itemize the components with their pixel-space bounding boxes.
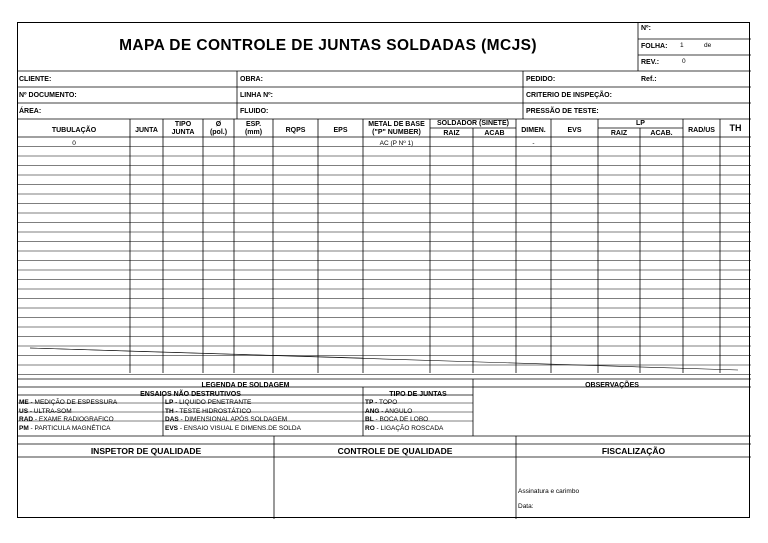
- row1-tubulacao: 0: [72, 140, 76, 147]
- legend-text: - TESTE HIDROSTÁTICO: [173, 407, 252, 415]
- ensaios-title: ENSAIOS NÃO DESTRUTIVOS: [140, 391, 241, 398]
- legend-code: TP: [365, 399, 374, 406]
- legend-text: - LIQUIDO PENETRANTE: [173, 399, 252, 406]
- obra-label: OBRA:: [240, 76, 263, 83]
- legend-code: PM: [19, 424, 29, 432]
- col-dimen: DIMEN.: [521, 127, 546, 134]
- col-soldador: SOLDADOR (SINETE): [437, 120, 509, 127]
- controle-title: CONTROLE DE QUALIDADE: [337, 446, 453, 456]
- legend-entry: [365, 425, 443, 433]
- legend-entry: [365, 408, 412, 416]
- legend-entry: [19, 408, 72, 416]
- pedido-label: PEDIDO:: [526, 76, 556, 83]
- col-junta: JUNTA: [135, 127, 158, 134]
- rev-value: 0: [682, 58, 686, 65]
- legend-entry: [365, 399, 397, 407]
- legend-code: LP: [165, 399, 174, 406]
- col-lp: LP: [636, 120, 645, 127]
- legend-entry: [19, 416, 114, 424]
- legend-code: ME: [19, 399, 29, 406]
- legend-text: - MEDIÇÃO DE ESPESSURA: [28, 399, 118, 406]
- col-tubulacao: TUBULAÇÃO: [51, 127, 97, 134]
- col-metal-base-2: ("P" NUMBER): [372, 129, 421, 136]
- legend-text: - DIMENSIONAL APÓS SOLDAGEM: [178, 416, 288, 424]
- col-metal-base-1: METAL DE BASE: [368, 121, 425, 128]
- col-lp-raiz: RAIZ: [610, 130, 628, 137]
- col-th: TH: [729, 123, 742, 133]
- folha-de: de: [704, 42, 712, 49]
- col-rad-us: RAD/US: [688, 127, 715, 134]
- folha-value: 1: [680, 42, 684, 49]
- rev-label: REV.:: [641, 59, 660, 66]
- fiscalizacao-title: FISCALIZAÇÃO: [601, 446, 666, 456]
- pressao-label: PRESSÃO DE TESTE:: [526, 108, 599, 115]
- legend-text: - LIGAÇÃO ROSCADA: [374, 424, 444, 432]
- legend-text: - PARTICULA MAGNÉTICA: [28, 424, 111, 432]
- row1-metal: AC (P Nº 1): [379, 140, 414, 147]
- legend-text: - TOPO: [373, 399, 398, 406]
- legend-entry: [165, 416, 287, 424]
- legend-code: RAD: [19, 416, 34, 424]
- legend-entry: [165, 399, 251, 407]
- legend-text: - EXAME RADIOGRAFICO: [33, 416, 114, 424]
- numero-label: Nº:: [641, 25, 651, 32]
- documento-label: Nº DOCUMENTO:: [19, 92, 77, 99]
- linha-label: LINHA Nº:: [240, 92, 274, 99]
- legend-entry: [19, 425, 111, 433]
- col-espessura-1: ESP.: [245, 121, 262, 128]
- legend-code: US: [19, 407, 29, 415]
- col-diametro-2: (pol.): [209, 129, 228, 136]
- grid-line: [30, 348, 363, 358]
- tipo-juntas-title: TIPO DE JUNTAS: [389, 391, 447, 398]
- legend-code: BL: [365, 416, 374, 424]
- criterio-label: CRITERIO DE INSPEÇÃO:: [526, 92, 612, 99]
- col-soldador-raiz: RAIZ: [443, 130, 460, 137]
- legend-code: TH: [165, 407, 174, 415]
- col-tipo-junta-1: TIPO: [174, 121, 192, 128]
- legend-entry: [365, 416, 428, 424]
- form-page: [17, 22, 750, 518]
- legend-text: - ENSAIO VISUAL E DIMENS.DE SOLDA: [178, 424, 301, 432]
- data-label: Data:: [518, 503, 534, 510]
- ref-label: Ref.:: [641, 76, 657, 83]
- legend-code: EVS: [165, 424, 179, 432]
- col-diametro-1: Ø: [215, 121, 222, 128]
- legend-title: LEGENDA DE SOLDAGEM: [201, 382, 290, 389]
- area-label: ÁREA:: [19, 108, 42, 115]
- observacoes-title: OBSERVAÇÕES: [585, 382, 639, 389]
- legend-text: - ANGULO: [379, 407, 413, 415]
- legend-text: - ULTRA-SOM: [28, 407, 72, 415]
- legend-code: RO: [365, 424, 375, 432]
- inspetor-title: INSPETOR DE QUALIDADE: [90, 446, 202, 456]
- legend-entry: [19, 399, 117, 407]
- legend-code: DAS: [165, 416, 179, 424]
- assinatura-label: Assinatura e carimbo: [518, 488, 580, 495]
- legend-entry: [165, 425, 301, 433]
- col-evs: EVS: [567, 127, 582, 134]
- fluido-label: FLUIDO:: [240, 108, 269, 115]
- legend-code: ANG: [365, 407, 380, 415]
- col-tipo-junta-2: JUNTA: [171, 129, 195, 136]
- col-soldador-acab: ACAB: [484, 130, 505, 137]
- form-grid: [18, 23, 751, 519]
- cliente-label: CLIENTE:: [19, 76, 52, 83]
- folha-label: FOLHA:: [641, 43, 668, 50]
- col-rqps: RQPS: [285, 127, 306, 134]
- col-eps: EPS: [333, 127, 348, 134]
- col-espessura-2: (mm): [244, 129, 263, 136]
- legend-text: - BOCA DE LOBO: [373, 416, 429, 424]
- col-lp-acab: ACAB.: [650, 130, 673, 137]
- row1-dimen: -: [532, 140, 535, 147]
- legend-entry: [165, 408, 251, 416]
- form-title: MAPA DE CONTROLE DE JUNTAS SOLDADAS (MCJS): [119, 37, 537, 54]
